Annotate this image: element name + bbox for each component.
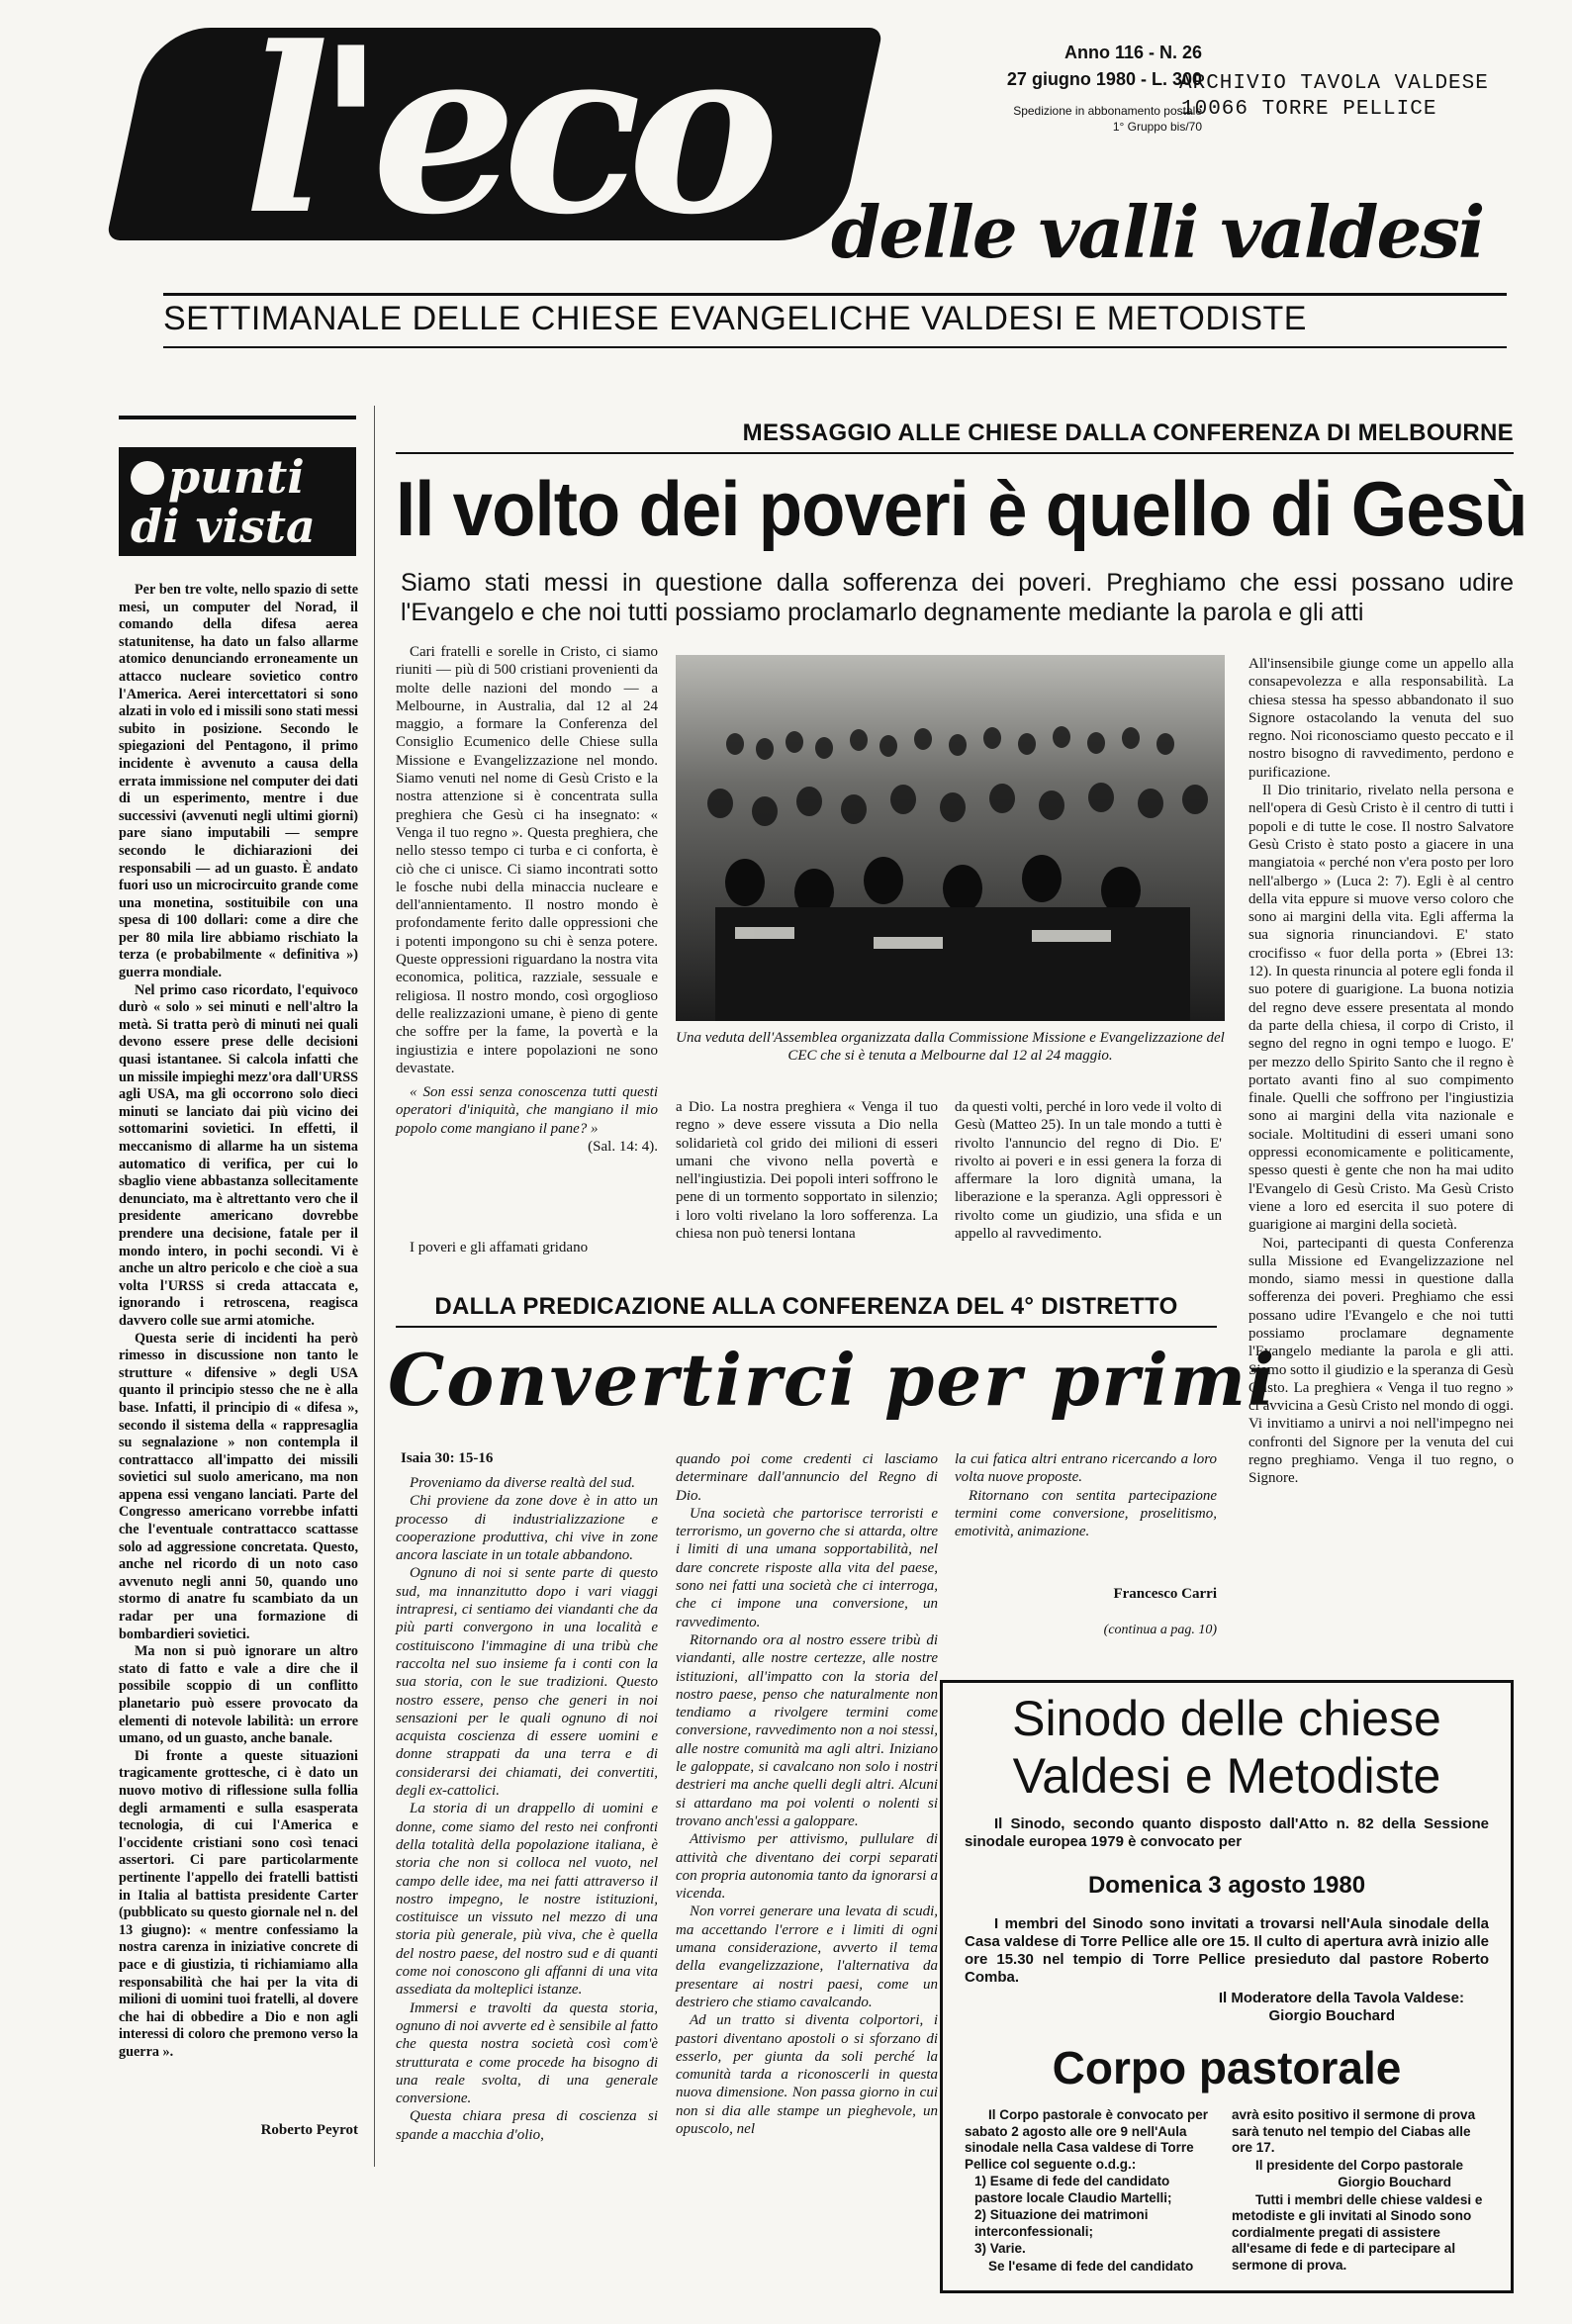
corpo-pastorale-left [965,2107,1217,2276]
paragraph: Non vorrei generare una levata di scudi, ma accettando l'errore e i limiti di ogni umana considerazione, avverto il tema della evangelizzazione, l'alternativa da presentare ai nostri paesi, come un destriero che stiamo cavalcando. [676,1904,938,2010]
kicker-rule [396,1326,1217,1328]
paragraph: quando poi come credenti ci lasciamo determinare dall'annuncio del Regno di Dio. [676,1451,938,1504]
article-kicker: DALLA PREDICAZIONE ALLA CONFERENZA DEL 4° DISTRETTO [434,1293,1178,1320]
paragraph: Per ben tre volte, nello spazio di sette mesi, un computer del Norad, il comando della difesa aerea statunitense, ha dato un falso allarme atomico denunciando erroneamente un attacco nucleare sovietico contro l'America. Aerei intercettatori si sono alzati in volo ed i missili sono stati messi subito in posizione. Secondo le spiegazioni del Pentagono, il primo incidente è avvenuto a causa della errata immissione nel computer dei dati di un esperimento, mentre i due successivi (avvenuti negli ultimi giorni) pare siano imputabili — sempre secondo le dichiarazioni dei responsabili — ad un guasto. È andato fuori uso un microcircuito grande come una monetina, sostituibile con una spesa di 100 dollari: come a dire che per 80 mila lire abbiamo rischiato la terza (e probabilmente « definitiva ») guerra mondiale. [119,582,358,981]
continued-note: (continua a pag. 10) [1103,1623,1217,1637]
sinodo-body: I membri del Sinodo sono invitati a trovarsi nell'Aula sinodale della Casa valdese di Torre Pellice alle ore 15. Il culto di apertura avrà inizio alle ore 15.30 nel tempio di Torre Pellice presieduto dal pastore Roberto Comba. [965,1915,1489,1986]
corpo-pastorale-title: Corpo pastorale [1052,2042,1402,2093]
paragraph: Ad un tratto si diventa colportori, i pastori diventano apostoli o si sforzano di esserlo, per giunta da soli perché la comunità tarda a riconoscerli in questa nuova dimensione. Non passa giorno in cui non si dia alle stampe un pieghevole, un opuscolo, nel [676,2012,938,2137]
postal-info [890,103,1202,135]
paragraph: Ritornano con sentita partecipazione termini come conversione, proselitismo, emotività, animazione. [955,1487,1217,1540]
paragraph: Attivismo per attivismo, pullulare di attività che diventano dei corpi separati con propria autonomia tanto da ignorarsi a vicenda. [676,1831,938,1903]
archive-stamp-line-1: ARCHIVIO TAVOLA VALDESE [1179,72,1489,95]
photo-caption: Una veduta dell'Assemblea organizzata dalla Commissione Missione e Evangelizzazione del CEC che si è tenuta a Melbourne dal 12 al 24 maggio. [676,1030,1225,1064]
sinodo-signature-role: Il Moderatore della Tavola Valdese: [1218,1990,1464,2006]
notice-line: 3) Varie. [974,2241,1026,2256]
column-top-rule [119,416,356,419]
notice-line: 1) Esame di fede del candidato pastore locale Claudio Martelli; [974,2174,1172,2205]
notice-line: avrà esito positivo il sermone di prova sarà tenuto nel tempio del Ciabas alle ore 17. [1232,2107,1476,2155]
paragraph: Questa chiara presa di coscienza si spande a macchia d'olio, [396,2108,658,2143]
sinodo-title-line-2: Valdesi e Metodiste [1012,1748,1441,1804]
article-kicker: MESSAGGIO ALLE CHIESE DALLA CONFERENZA DI MELBOURNE [742,419,1514,446]
article-column-2 [676,1098,938,1243]
article-headline: Il volto dei poveri è quello di Gesù [396,465,1527,552]
paragraph: a Dio. La nostra preghiera « Venga il tuo regno » deve essere vissuta a Dio nella solidarietà col grido dei milioni di esseri umani che vivono nella povertà e nell'ingiustizia. Dei popoli interi soffrono le pene di un tormento sopportato in silenzio; i loro volti rivelano la loro sofferenza. La chiesa non può tenersi lontana [676,1099,938,1243]
sinodo-intro: Il Sinodo, secondo quanto disposto dall'Atto n. 82 della Sessione sinodale europea 1979 è convocato per [965,1815,1489,1850]
psalm-reference: (Sal. 14: 4). [588,1139,658,1156]
article-column-4 [1248,655,1514,1488]
archive-stamp-line-2: 10066 TORRE PELLICE [1181,98,1437,121]
postal-line-1: Spedizione in abbonamento postale [1013,104,1202,118]
paragraph: Immersi e travolti da questa storia, ognuno di noi avverte ed è sensibile al fatto che questa nostra società così com'è strutturata e come procede ha bisogno di una reale svolta, di una generale conversione. [396,1999,658,2107]
sinodo-signature [965,1990,1464,2025]
article-headline: Convertirci per primi [388,1338,1277,1422]
paragraph: Cari fratelli e sorelle in Cristo, ci siamo riuniti — più di 500 cristiani provenienti da molte delle nazioni del mondo — a Melbourne, in Australia, dal 12 al 24 maggio, a formare la Conferenza del Consiglio Ecumenico delle Chiese sulla Missione e Evangelizzazione nel mondo. Siamo venuti nel nome di Gesù Cristo e la nostra attenzione si è concentrata sulla preghiera che Gesù ci ha insegnato: « Venga il tuo regno ». Questa preghiera, che nello stesso tempo ci turba e ci conforta, è ciò che ci unisce. Ci siamo incontrati sotto le fosche nubi della minaccia nucleare e dell'annientamento. Il nostro mondo è profondamente ferito dalle oppressioni che i potenti impongono su chi è senza potere. Queste oppressioni riguardano la nostra vita economica, politica, razziale, sessuale e religiosa. Il nostro mondo, così orgoglioso delle realizzazioni umane, è pieno di gente che soffre per la fame, la povertà e la ingiustizia e intere popolazioni ne sono devastate. [396,644,658,1076]
article-column-1 [396,1474,658,2144]
masthead-subtitle: delle valli valdesi [831,190,1484,274]
issue-number: Anno 116 - N. 26 [1063,43,1202,62]
paragraph: Nel primo caso ricordato, l'equivoco durò « solo » sei minuti e nell'altro la metà. Si tratta però di minuti nei quali devono essere prese delle decisioni quasi istantanee. Si calcola infatti che un missile impieghi mezz'ora dall'URSS agli USA, ma gli occorrono solo dieci minuti se lanciato dai più vicino dei sottomarini sovietici. In effetti, il meccanismo di allarme ha un sistema automatico di verifica, per cui lo sbaglio viene abbastanza sollecitamente denunciato, ma è altrettanto vero che il presidente americano dovrebbe prendere una decisione, fatale per il mondo intero, in pochi secondi. Vi è anche un altro pericolo e che cioè a sua volta l'URSS si creda attaccata e, ignorando i retroscena, reagisca davvero colle sue armi atomiche. [119,981,358,1329]
article-column-3 [955,1450,1217,1540]
paragraph: da questi volti, perché in loro vede il volto di Gesù (Matteo 25). In un tale mondo a tutti è rivolto l'annuncio del regno di Dio. E' rivolto ai poveri e in essi genera la forza di affermare la loro dignità umana, la liberazione e la speranza. Agli oppressori è rivolto come un giudizio, una sfida e un appello al ravvedimento. [955,1099,1222,1243]
article-column-1 [396,643,658,1156]
paragraph: Una società che partorisce terroristi e terrorismo, un governo che si attarda, oltre i limiti di una umana sopportabilità, nel dare concrete risposte alla vita del paese, sono nei fatti una società che ci interroga, che ci impone una conversione, un ravvedimento. [676,1505,938,1630]
article-deck: Siamo stati messi in questione dalla sofferenza dei poveri. Preghiamo che essi possano udire l'Evangelo e che noi tutti possiamo proclamarlo degnamente mediante la parola e gli atti [401,569,1514,626]
article-column-2 [676,1450,938,2138]
column-divider [374,406,375,2167]
punti-di-vista-text [119,582,358,2061]
notice-line: Tutti i membri delle chiese valdesi e metodiste e gli invitati al Sinodo sono cordialmente pregati di assistere all'esame di fede e di partecipare al sermone di prova. [1232,2191,1483,2273]
bullet-icon [131,461,164,495]
paragraph: Ma non si può ignorare un altro stato di fatto e vale a dire che il possibile scoppio di un conflitto planetario può essere provocato da elementi di notevole labilità: un errore umano, od un guasto, anche banale. [119,1643,358,1747]
paragraph: La storia di un drappello di uomini e donne, come siamo del resto nei confronti della totalità della popolazione italiana, è storia che non si colloca nel vuoto, nel campo delle idee, ma nei fatti attraverso il nostro impegno, le nostre istituzioni, costituisce un vissuto nel mezzo di una storia più generale, più viva, che è quella del nostro paese, del nostro sud e di quanti come noi conoscono gli affanni di una vita assediata da molteplici istanze. [396,1801,658,1999]
sinodo-title [950,1690,1504,1805]
sinodo-signature-name: Giorgio Bouchard [1268,2007,1395,2024]
kicker-rule [396,452,1514,454]
article-column-1-end [396,1239,658,1256]
archive-stamp [1179,71,1535,123]
paragraph: Chi proviene da zone dove è in atto un processo di industrializzazione e cooperazione produttiva, chi vive in zone ancora lasciate in un totale abbandono. [396,1493,658,1564]
paragraph: Ritornando ora al nostro essere tribù di viandanti, alle nostre certezze, alle nostre istituzioni, all'impatto con la storia del nostro paese, penso che naturalmente non tendiamo a rivolgere termini come conversione, ravvedimento non a noi stessi, alle nostre comunità ma agli altri. Iniziano le galoppate, si cavalcano non solo i nostri destrieri ma anche quelli degli altri. Alcuni si attardano ma poi volenti o nolenti si trovano anch'essi a galoppare. [676,1631,938,1829]
issue-info [905,40,1202,93]
masthead-tagline: SETTIMANALE DELLE CHIESE EVANGELICHE VALDESI E METODISTE [163,300,1307,337]
notice-line: Giorgio Bouchard [1338,2175,1451,2189]
issue-date-price: 27 giugno 1980 - L. 300 [1006,69,1202,89]
scripture-reference: Isaia 30: 15-16 [401,1450,494,1466]
notice-line: Il Corpo pastorale è convocato per sabato 2 agosto alle ore 9 nell'Aula sinodale nella Casa valdese di Torre Pellice col seguente o.d.g.: [965,2107,1209,2172]
paragraph: la cui fatica altri entrano ricercando a loro volta nuove proposte. [955,1451,1217,1486]
paragraph: Ognuno di noi si sente parte di questo sud, ma innanzitutto dopo i vari viaggi intrapresi, ci sentiamo dei viandanti che da più parti convergono in una località e costituiscono l'immagine di una tribù che raccolta nel suo insieme fa i conti con la sua storia, con le sue tradizioni. Questo nostro essere, penso che generi in noi sensazioni per le quali ognuno di noi acquista coscienza di essere uomini e donne strappati da una terra e di considerarsi dei chiamati, dei convertiti, degli ex-cattolici. [396,1565,658,1800]
author-signature: Roberto Peyrot [260,2122,358,2138]
paragraph: Proveniamo da diverse realtà del sud. [410,1475,636,1491]
corpo-pastorale-right [1232,2107,1491,2275]
notice-line: Se l'esame di fede del candidato [988,2258,1194,2274]
paragraph: Il Dio trinitario, rivelato nella persona e nell'opera di Gesù Cristo è il centro di tutti i popoli e di tutte le cose. Il nostro Salvatore Gesù Cristo è stato posto a giacere in una mangiatoia « perché non v'era posto per loro nell'albergo » (Luca 2: 7). Egli è al centro della vita eppure si muove verso coloro che sono ai margini della vita. Egli afferma la sua signoria rinunciandovi. E' stato crocifisso « fuor della porta » (Ebrei 13: 12). In questa rinuncia al potere egli fonda il suo potere di guarigione. La buona notizia del regno deve essere presentata al mondo da parte della chiesa, il corpo di Cristo, il segno del regno in ogni tempo e luogo. E' per mezzo dello Spirito Santo che il regno è portato avanti fino al suo compimento finale. Quelli che soffrono per l'ingiustizia sono ai margini della vita nazionale e sociale. Moltitudini di esseri umani sono oppressi economicamente e politicamente, spesso questi è gente che non ha mai udito l'Evangelo di Gesù Cristo. Ma Gesù Cristo viene a loro ed esercita il suo potere di guarigione ai margini della società. [1248,783,1514,1234]
author-signature: Francesco Carri [1113,1586,1217,1602]
notice-line: Il presidente del Corpo pastorale [1255,2157,1464,2173]
article-column-3 [955,1098,1222,1243]
paragraph: Di fronte a queste situazioni tragicamente grottesche, ci è dato un nuovo motivo di riflessione sulla follia degli armamenti e sulla esasperata tecnologia, di cui l'America e l'occidente cristiani sono così tenaci assertori. Ci pare particolarmente pertinente l'appello dei fratelli battisti in Italia al battista presidente Carter (pubblicato su questo giornale nel n. del 13 giugno): « mentre confessiamo la nostra carenza in iniziative concrete di pace e di giustizia, ti richiamiamo alla responsabilità che hai per la vita di milioni di uomini tuoi fratelli, al dovere che hai di obbedire a Dio e non agli interessi di coloro che premono verso la guerra ». [119,1747,358,2060]
psalm-quote: « Son essi senza conoscenza tutti questi operatori d'iniquità, che mangiano il mio popolo come mangiano il pane? » [396,1084,658,1137]
assembly-photo [676,655,1225,1021]
paragraph: I poveri e gli affamati gridano [410,1240,589,1255]
label-line-1: punti [168,450,305,504]
notice-line: 2) Situazione dei matrimoni interconfessionali; [974,2207,1149,2239]
masthead-rule-bottom [163,346,1507,348]
paragraph: Questa serie di incidenti ha però rimesso in discussione non tanto le strutture « difensive » degli USA quanto il principio stesso che ne è alla base. Infatti, il principio di « difesa », secondo il sistema della « rappresaglia su segnalazione » non contempla il contrattacco all'impatto dei missili sovietici sul suolo americano, ma non appena essi vengano lanciati. Parte del Congresso americano vorrebbe infatti che l'eventuale contrattacco scattasse solo ad aggressione concretata. Questo, anche nel ricordo di un noto caso avvenuto negli anni 50, quando uno stormo di anatre fu scambiato da un radar per una formazione di bombardieri sovietici. [119,1330,358,1642]
masthead-logo: l'eco [243,0,766,265]
punti-di-vista-label [119,447,356,556]
paragraph: Noi, partecipanti di questa Conferenza sulla Missione ed Evangelizzazione nel mondo, siamo messi in questione dalla sofferenza dei poveri. Preghiamo che essi possano udire l'Evangelo e che noi tutti possiamo proclamare degnamente l'Evangelo mediante la parola e gli atti. Siamo sotto il giudizio e la speranza di Gesù Cristo. La preghiera « Venga il tuo regno » ci avvicina a Gesù Cristo nel mondo di oggi. Vi invitiamo a unirvi a noi nell'impegno nei confronti del Signore per la venuta del cui regno preghiamo. Venga il tuo regno, o Signore. [1248,1235,1514,1487]
sinodo-date: Domenica 3 agosto 1980 [1087,1872,1366,1899]
postal-line-2: 1° Gruppo bis/70 [1112,120,1202,134]
label-line-2: di vista [131,500,316,553]
sinodo-title-line-1: Sinodo delle chiese [1012,1691,1441,1746]
paragraph: All'insensibile giunge come un appello alla consapevolezza e alla responsabilità. La chiesa stessa ha spesso abbandonato il suo Signore ostacolando la venuta del suo regno. Noi riconosciamo questo peccato e il nostro bisogno di ravvedimento, perdono e purificazione. [1248,656,1514,781]
assembly-photo-image [676,655,1225,1021]
